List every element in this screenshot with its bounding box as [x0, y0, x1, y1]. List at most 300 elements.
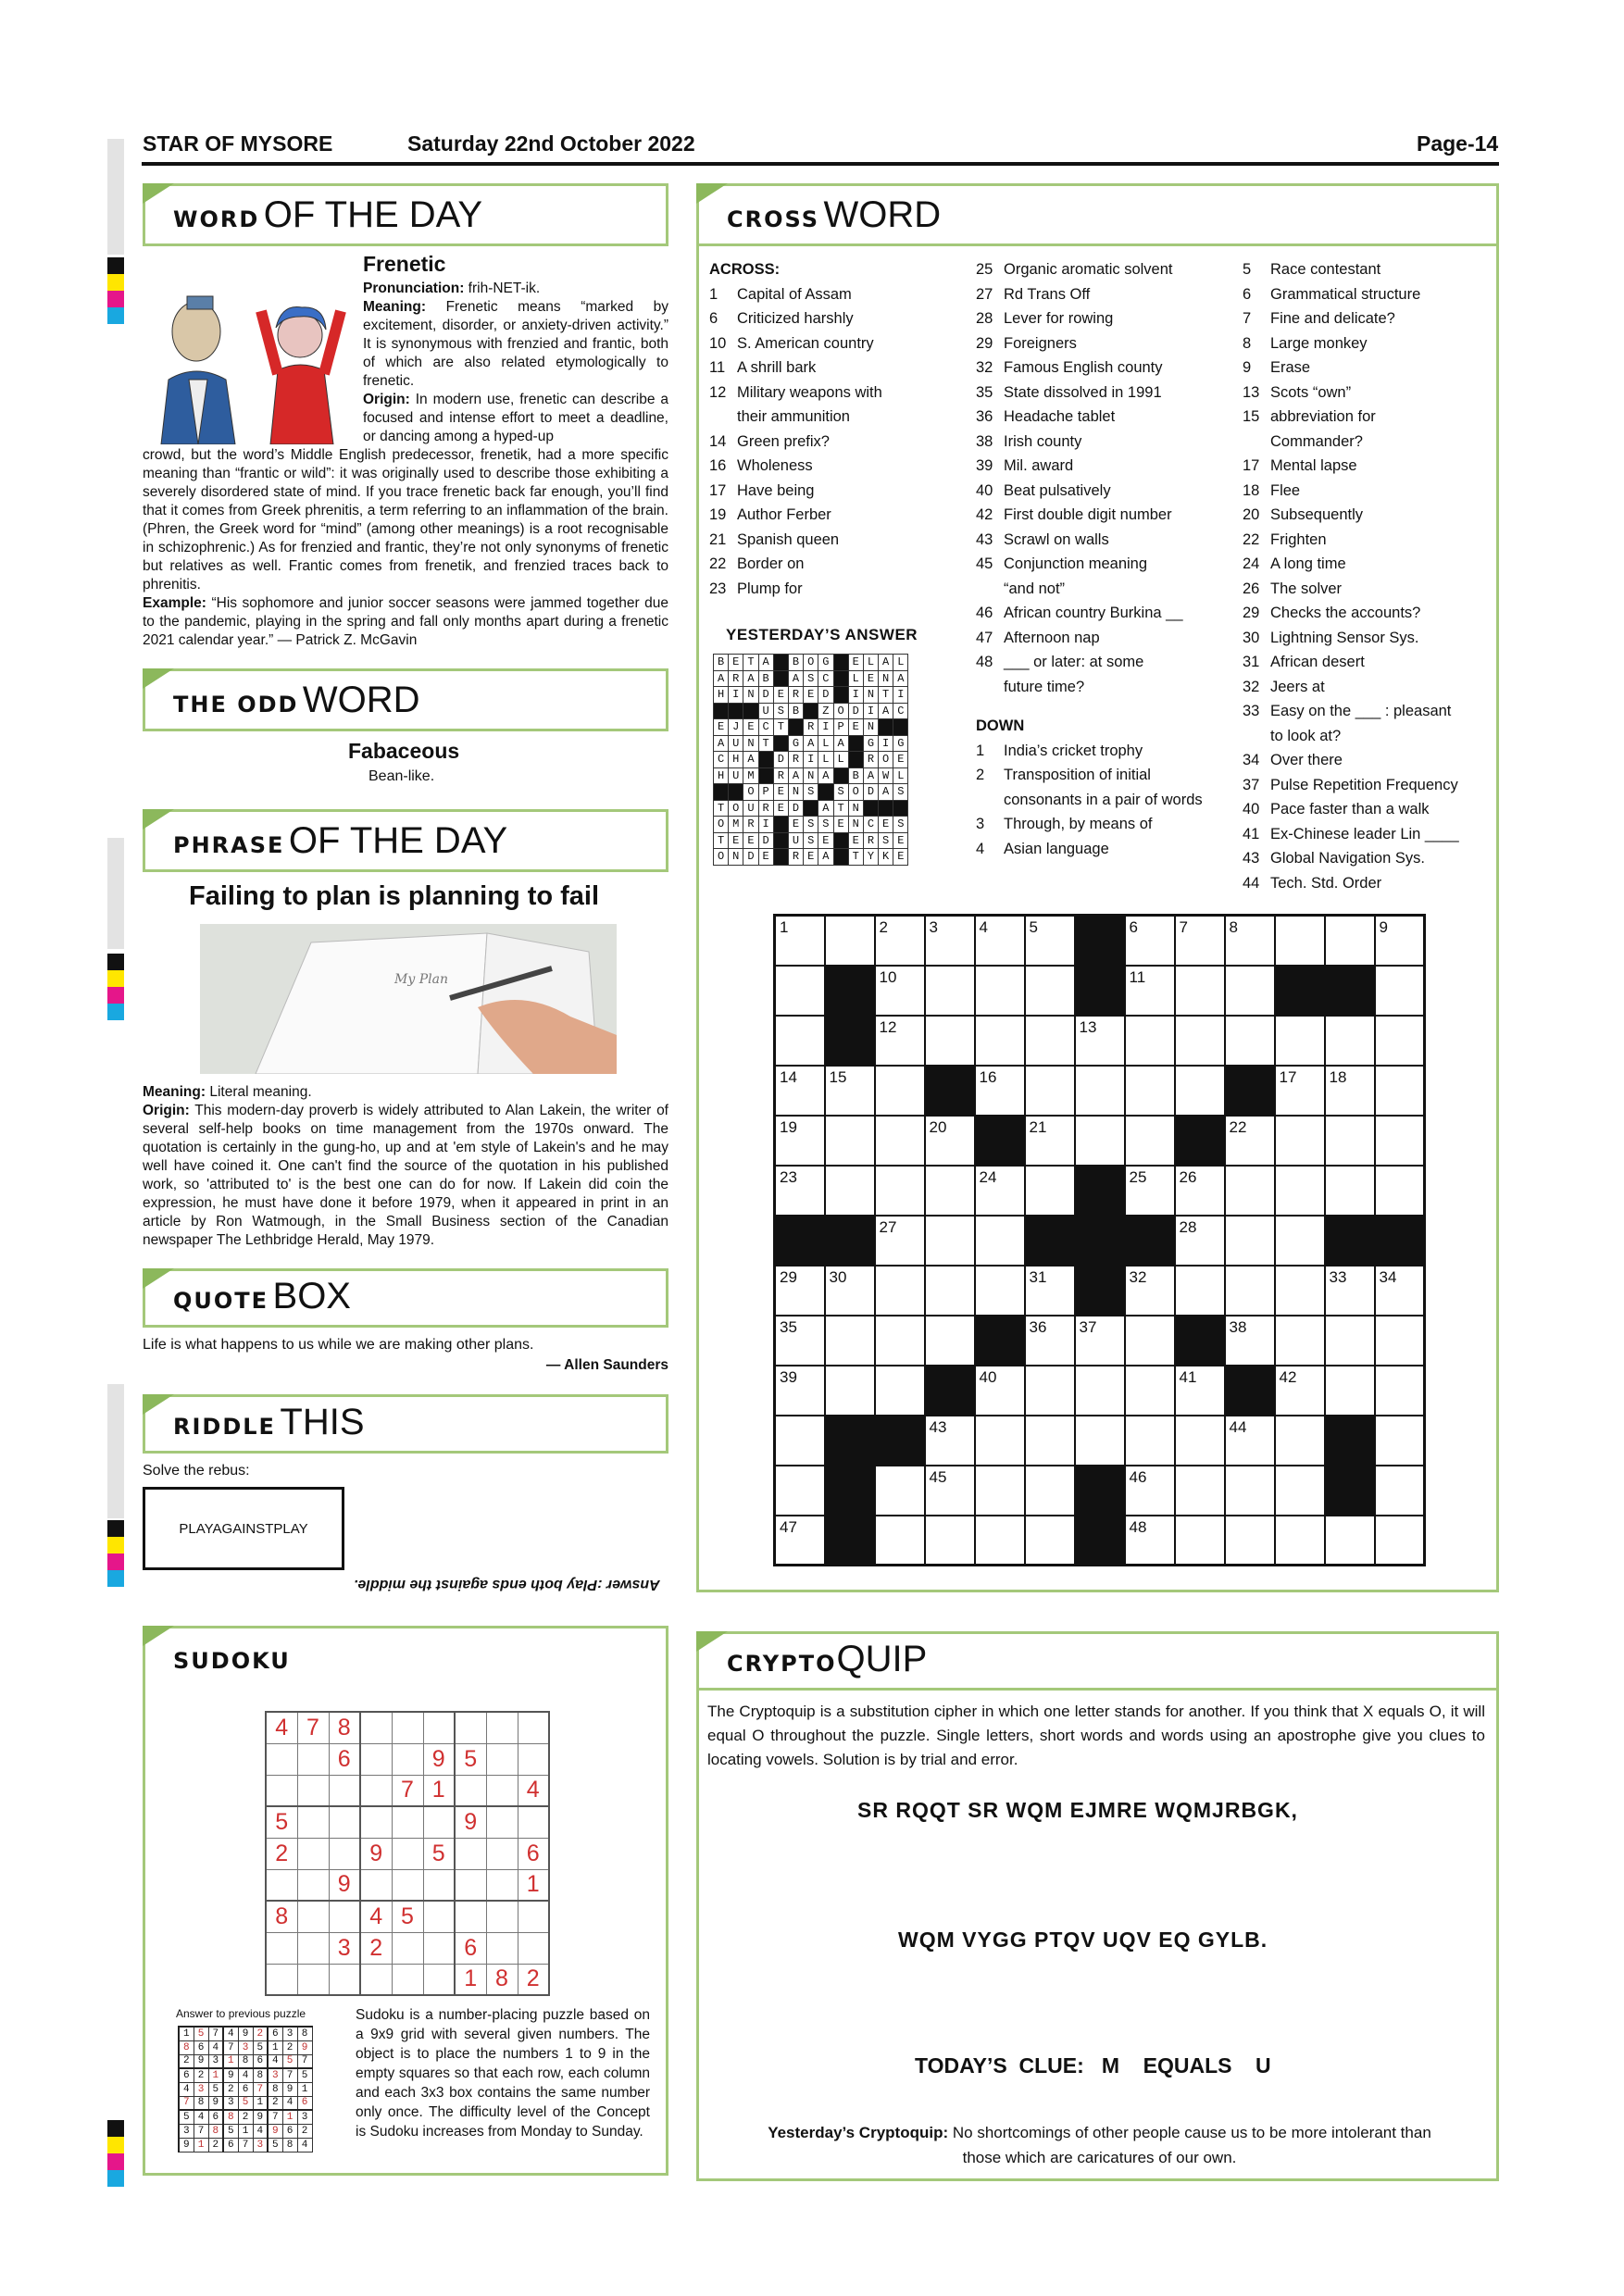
crossword-cell[interactable]	[1025, 1166, 1075, 1216]
crossword-cell[interactable]	[1175, 1466, 1225, 1516]
crossword-cell[interactable]: 16	[975, 1066, 1025, 1116]
sudoku-cell[interactable]	[423, 1964, 455, 1995]
sudoku-cell[interactable]: 4	[518, 1775, 549, 1806]
sudoku-cell[interactable]	[297, 1806, 329, 1838]
crossword-cell[interactable]	[1175, 1516, 1225, 1566]
crossword-black-cell[interactable]	[1075, 966, 1125, 1016]
crossword-cell[interactable]	[775, 966, 825, 1016]
meaning-text: Frenetic means “marked by excitement, disorder, or anxiety-driven activity.” It is synonymous with frenzied and frantic, both of which are also related etymologically to frenetic.	[363, 299, 668, 389]
sudoku-cell[interactable]	[266, 1869, 297, 1901]
crossword-cell[interactable]	[1275, 1466, 1325, 1516]
crossword-cell[interactable]	[975, 1016, 1025, 1066]
crossword-cell[interactable]	[1025, 1466, 1075, 1516]
crossword-cell[interactable]: 34	[1375, 1266, 1425, 1316]
crossword-cell[interactable]	[1375, 1166, 1425, 1216]
sudoku-cell[interactable]	[455, 1838, 486, 1869]
crossword-cell[interactable]	[1275, 1116, 1325, 1166]
sudoku-cell[interactable]	[518, 1743, 549, 1775]
crossword-cell[interactable]	[1075, 1416, 1125, 1466]
sudoku-cell[interactable]	[423, 1932, 455, 1964]
crossword-cell[interactable]	[975, 1516, 1025, 1566]
crossword-cell[interactable]	[1225, 1216, 1275, 1266]
crossword-cell[interactable]: 23	[775, 1166, 825, 1216]
crossword-cell[interactable]	[1325, 1366, 1375, 1416]
crossword-cell[interactable]	[1025, 1066, 1075, 1116]
crossword-cell[interactable]: 3	[925, 916, 975, 966]
crossword-cell[interactable]	[1175, 1066, 1225, 1116]
crossword-cell[interactable]	[825, 1316, 875, 1366]
clue	[976, 812, 1235, 837]
word-of-day-word: Frenetic	[363, 252, 446, 276]
clue	[976, 331, 1235, 356]
crossword-black-cell[interactable]	[875, 1416, 925, 1466]
crossword-cell[interactable]	[1075, 1116, 1125, 1166]
down-clues-col3	[1243, 257, 1493, 895]
crossword-cell[interactable]: 28	[1175, 1216, 1225, 1266]
crossword-cell[interactable]: 32	[1125, 1266, 1175, 1316]
sudoku-cell[interactable]	[518, 1712, 549, 1743]
color-mark-cyan	[107, 307, 124, 324]
crossword-cell[interactable]: 30	[825, 1266, 875, 1316]
sudoku-cell[interactable]: 2	[360, 1932, 392, 1964]
crossword-cell[interactable]	[975, 966, 1025, 1016]
clue-text: Global Navigation Sys.	[1270, 850, 1425, 867]
crossword-cell[interactable]: 48	[1125, 1516, 1175, 1566]
crossword-cell[interactable]: 2	[875, 916, 925, 966]
crossword-cell[interactable]	[1325, 1316, 1375, 1366]
sudoku-cell[interactable]	[297, 1932, 329, 1964]
crossword-cell[interactable]: 9	[1375, 916, 1425, 966]
crossword-cell[interactable]: 33	[1325, 1266, 1375, 1316]
crossword-black-cell[interactable]	[1225, 1366, 1275, 1416]
crossword-cell[interactable]: 40	[975, 1366, 1025, 1416]
sudoku-cell[interactable]	[518, 1806, 549, 1838]
sudoku-cell[interactable]: 6	[329, 1743, 360, 1775]
previous-answer-cell: 4	[179, 2082, 194, 2096]
sudoku-cell[interactable]	[297, 1838, 329, 1869]
crossword-black-cell[interactable]	[825, 1466, 875, 1516]
sudoku-cell[interactable]	[392, 1712, 423, 1743]
crossword-black-cell[interactable]	[1125, 1216, 1175, 1266]
sudoku-cell[interactable]	[266, 1932, 297, 1964]
sudoku-cell[interactable]	[392, 1743, 423, 1775]
crossword-black-cell[interactable]	[1175, 1116, 1225, 1166]
sudoku-cell[interactable]: 5	[423, 1838, 455, 1869]
sudoku-cell[interactable]	[423, 1869, 455, 1901]
yesterday-crossword-answer	[713, 654, 908, 866]
crossword-cell[interactable]: 10	[875, 966, 925, 1016]
crossword-cell[interactable]: 42	[1275, 1366, 1325, 1416]
crossword-cell[interactable]	[825, 1366, 875, 1416]
crossword-cell[interactable]	[1025, 966, 1075, 1016]
previous-answer-cell: 8	[268, 2082, 282, 2096]
crossword-cell[interactable]: 15	[825, 1066, 875, 1116]
cryptoquip-line-1: SR RQQT SR WQM EJMRE WQMJRBGK,	[857, 1798, 1298, 1822]
answer-cell: N	[879, 670, 893, 687]
crossword-cell[interactable]	[1175, 1266, 1225, 1316]
sudoku-cell[interactable]: 4	[360, 1901, 392, 1932]
sudoku-cell[interactable]	[266, 1964, 297, 1995]
crossword-cell[interactable]	[875, 1516, 925, 1566]
crossword-cell[interactable]: 31	[1025, 1266, 1075, 1316]
crossword-cell[interactable]: 25	[1125, 1166, 1175, 1216]
sudoku-cell[interactable]	[392, 1838, 423, 1869]
sudoku-cell[interactable]	[486, 1806, 518, 1838]
sudoku-cell[interactable]	[297, 1869, 329, 1901]
crossword-cell[interactable]: 5	[1025, 916, 1075, 966]
crossword-cell[interactable]	[875, 1366, 925, 1416]
crossword-cell[interactable]	[975, 1266, 1025, 1316]
crossword-cell[interactable]	[875, 1066, 925, 1116]
sudoku-cell[interactable]: 4	[266, 1712, 297, 1743]
crossword-cell[interactable]	[925, 1216, 975, 1266]
crossword-cell[interactable]	[1225, 1166, 1275, 1216]
answer-cell: L	[818, 752, 833, 768]
section-title-small: CRYPTO	[727, 1651, 837, 1677]
crossword-cell[interactable]	[1175, 1016, 1225, 1066]
crossword-black-cell[interactable]	[1375, 1216, 1425, 1266]
answer-cell: U	[729, 735, 743, 752]
sudoku-cell[interactable]: 2	[266, 1838, 297, 1869]
color-mark-cyan	[107, 1570, 124, 1587]
sudoku-cell[interactable]	[297, 1964, 329, 1995]
previous-answer-cell: 2	[282, 2040, 297, 2054]
sudoku-cell[interactable]	[329, 1775, 360, 1806]
crossword-cell[interactable]: 39	[775, 1366, 825, 1416]
crossword-cell[interactable]: 12	[875, 1016, 925, 1066]
crossword-black-cell[interactable]	[975, 1116, 1025, 1166]
crossword-cell[interactable]: 14	[775, 1066, 825, 1116]
sudoku-cell[interactable]	[266, 1743, 297, 1775]
crossword-cell[interactable]	[1375, 1366, 1425, 1416]
answer-cell	[773, 832, 788, 849]
clue	[976, 739, 1235, 764]
sudoku-cell[interactable]	[392, 1869, 423, 1901]
crossword-cell[interactable]: 46	[1125, 1466, 1175, 1516]
crossword-cell[interactable]	[1075, 1366, 1125, 1416]
answer-cell: T	[714, 800, 729, 817]
masthead-rule	[142, 162, 1499, 166]
sudoku-cell[interactable]	[518, 1932, 549, 1964]
crossword-cell[interactable]	[1175, 1416, 1225, 1466]
crossword-black-cell[interactable]	[1025, 1216, 1075, 1266]
crossword-cell[interactable]	[975, 1216, 1025, 1266]
answer-cell: A	[758, 655, 773, 671]
crossword-cell[interactable]	[1375, 966, 1425, 1016]
sudoku-cell[interactable]	[455, 1775, 486, 1806]
crossword-cell[interactable]: 29	[775, 1266, 825, 1316]
crossword-cell[interactable]	[1325, 916, 1375, 966]
sudoku-cell[interactable]: 6	[518, 1838, 549, 1869]
crossword-black-cell[interactable]	[1075, 1166, 1125, 1216]
clue-text: Ex-Chinese leader Lin ____	[1270, 825, 1459, 842]
label: Origin:	[363, 392, 410, 407]
crossword-cell[interactable]	[925, 1016, 975, 1066]
crossword-black-cell[interactable]	[1075, 1466, 1125, 1516]
clue-number: 37	[1243, 776, 1260, 793]
crossword-black-cell[interactable]	[825, 1516, 875, 1566]
crossword-cell[interactable]	[775, 1416, 825, 1466]
sudoku-cell[interactable]	[486, 1712, 518, 1743]
crossword-cell[interactable]	[1275, 1216, 1325, 1266]
crossword-cell[interactable]	[1025, 1366, 1075, 1416]
answer-cell: E	[758, 849, 773, 866]
answer-cell: R	[729, 670, 743, 687]
crossword-black-cell[interactable]	[825, 1016, 875, 1066]
crossword-cell[interactable]	[875, 1166, 925, 1216]
previous-answer-cell: 1	[179, 2027, 194, 2040]
crossword-cell[interactable]	[825, 916, 875, 966]
crossword-cell[interactable]	[925, 1166, 975, 1216]
crossword-cell[interactable]	[925, 966, 975, 1016]
crossword-cell[interactable]: 47	[775, 1516, 825, 1566]
sudoku-cell[interactable]: 5	[266, 1806, 297, 1838]
crossword-cell[interactable]	[775, 1466, 825, 1516]
crossword-cell[interactable]	[1325, 1516, 1375, 1566]
crossword-black-cell[interactable]	[1325, 1216, 1375, 1266]
crossword-black-cell[interactable]	[1175, 1316, 1225, 1366]
crossword-black-cell[interactable]	[1075, 916, 1125, 966]
sudoku-cell[interactable]: 9	[360, 1838, 392, 1869]
crossword-black-cell[interactable]	[1325, 1466, 1375, 1516]
sudoku-cell[interactable]	[297, 1743, 329, 1775]
crossword-cell[interactable]	[1375, 1116, 1425, 1166]
crossword-cell[interactable]	[1325, 1166, 1375, 1216]
previous-answer-cell: 3	[179, 2124, 194, 2138]
sudoku-cell[interactable]	[518, 1901, 549, 1932]
crossword-cell[interactable]: 6	[1125, 916, 1175, 966]
crossword-cell[interactable]	[1375, 1016, 1425, 1066]
crossword-cell[interactable]	[1025, 1016, 1075, 1066]
crossword-cell[interactable]	[1125, 1066, 1175, 1116]
crossword-cell[interactable]: 27	[875, 1216, 925, 1266]
clue	[1243, 479, 1493, 504]
crossword-cell[interactable]	[1225, 966, 1275, 1016]
sudoku-cell[interactable]: 9	[423, 1743, 455, 1775]
crossword-black-cell[interactable]	[1075, 1216, 1125, 1266]
sudoku-cell[interactable]	[486, 1743, 518, 1775]
sudoku-cell[interactable]	[360, 1743, 392, 1775]
crossword-cell[interactable]	[925, 1266, 975, 1316]
sudoku-cell[interactable]	[297, 1775, 329, 1806]
crossword-cell[interactable]: 26	[1175, 1166, 1225, 1216]
crossword-cell[interactable]	[1025, 1516, 1075, 1566]
sudoku-cell[interactable]	[329, 1901, 360, 1932]
crossword-cell[interactable]	[825, 1116, 875, 1166]
sudoku-cell[interactable]	[360, 1712, 392, 1743]
crossword-cell[interactable]	[1275, 1166, 1325, 1216]
sudoku-cell[interactable]	[297, 1901, 329, 1932]
sudoku-cell[interactable]	[423, 1806, 455, 1838]
sudoku-cell[interactable]: 1	[518, 1869, 549, 1901]
clue	[1243, 773, 1493, 798]
sudoku-cell[interactable]	[360, 1964, 392, 1995]
crossword-cell[interactable]: 36	[1025, 1316, 1075, 1366]
sudoku-cell[interactable]: 3	[329, 1932, 360, 1964]
crossword-black-cell[interactable]	[825, 1416, 875, 1466]
sudoku-cell[interactable]	[360, 1869, 392, 1901]
crossword-cell[interactable]	[1325, 1116, 1375, 1166]
sudoku-cell[interactable]	[486, 1869, 518, 1901]
answer-cell: D	[863, 784, 878, 801]
crossword-black-cell[interactable]	[925, 1366, 975, 1416]
crossword-cell[interactable]	[1275, 1416, 1325, 1466]
crossword-cell[interactable]: 35	[775, 1316, 825, 1366]
sudoku-cell[interactable]	[455, 1901, 486, 1932]
sudoku-cell[interactable]: 6	[455, 1932, 486, 1964]
crossword-cell[interactable]: 45	[925, 1466, 975, 1516]
sudoku-cell[interactable]: 1	[423, 1775, 455, 1806]
sudoku-cell[interactable]	[455, 1869, 486, 1901]
crossword-cell[interactable]	[975, 1466, 1025, 1516]
crossword-cell[interactable]	[825, 1166, 875, 1216]
crossword-cell[interactable]: 41	[1175, 1366, 1225, 1416]
crossword-black-cell[interactable]	[1075, 1266, 1125, 1316]
crossword-cell[interactable]	[1125, 1016, 1175, 1066]
crossword-cell[interactable]	[925, 1516, 975, 1566]
sudoku-cell[interactable]: 7	[297, 1712, 329, 1743]
crossword-cell[interactable]: 7	[1175, 916, 1225, 966]
crossword-cell[interactable]	[1125, 1316, 1175, 1366]
sudoku-cell[interactable]	[329, 1806, 360, 1838]
sudoku-cell[interactable]	[423, 1712, 455, 1743]
crossword-black-cell[interactable]	[1325, 1416, 1375, 1466]
crossword-cell[interactable]	[1225, 1016, 1275, 1066]
clue-number: 6	[1243, 285, 1252, 303]
crossword-cell[interactable]	[875, 1266, 925, 1316]
crossword-cell[interactable]: 11	[1125, 966, 1175, 1016]
crossword-cell[interactable]: 4	[975, 916, 1025, 966]
crossword-black-cell[interactable]	[1325, 966, 1375, 1016]
sudoku-cell[interactable]	[486, 1775, 518, 1806]
crossword-cell[interactable]	[975, 1416, 1025, 1466]
crossword-cell[interactable]	[1375, 1316, 1425, 1366]
crossword-cell[interactable]: 19	[775, 1116, 825, 1166]
crossword-black-cell[interactable]	[825, 1216, 875, 1266]
sudoku-cell[interactable]: 8	[486, 1964, 518, 1995]
crossword-cell[interactable]	[1225, 1266, 1275, 1316]
sudoku-cell[interactable]	[455, 1712, 486, 1743]
sudoku-cell[interactable]: 7	[392, 1775, 423, 1806]
crossword-cell[interactable]	[1025, 1416, 1075, 1466]
crossword-cell[interactable]	[1125, 1116, 1175, 1166]
answer-cell: D	[743, 849, 758, 866]
answer-cell: S	[804, 784, 818, 801]
crossword-black-cell[interactable]	[925, 1066, 975, 1116]
answer-cell: D	[758, 687, 773, 704]
crossword-cell[interactable]: 37	[1075, 1316, 1125, 1366]
crossword-cell[interactable]: 8	[1225, 916, 1275, 966]
crossword-cell[interactable]	[1325, 1016, 1375, 1066]
sudoku-cell[interactable]	[266, 1775, 297, 1806]
sudoku-cell[interactable]	[360, 1806, 392, 1838]
crossword-cell[interactable]	[925, 1316, 975, 1366]
crossword-cell[interactable]: 43	[925, 1416, 975, 1466]
sudoku-cell[interactable]: 1	[455, 1964, 486, 1995]
crossword-cell[interactable]	[1075, 1066, 1125, 1116]
clue-number: 2	[976, 767, 985, 783]
sudoku-cell[interactable]	[329, 1964, 360, 1995]
crossword-black-cell[interactable]	[1275, 966, 1325, 1016]
sudoku-cell[interactable]	[486, 1838, 518, 1869]
sudoku-cell[interactable]: 8	[329, 1712, 360, 1743]
sudoku-cell[interactable]	[423, 1901, 455, 1932]
answer-cell: N	[863, 719, 878, 736]
crossword-cell[interactable]	[1275, 1266, 1325, 1316]
sudoku-cell[interactable]	[392, 1964, 423, 1995]
crossword-cell[interactable]	[1225, 1466, 1275, 1516]
crossword-black-cell[interactable]	[1075, 1516, 1125, 1566]
crossword-cell[interactable]	[1275, 1516, 1325, 1566]
clue-number: 18	[1243, 481, 1260, 499]
answer-cell	[714, 703, 729, 719]
crossword-cell[interactable]	[1275, 1016, 1325, 1066]
crossword-cell[interactable]: 38	[1225, 1316, 1275, 1366]
sudoku-cell[interactable]: 5	[392, 1901, 423, 1932]
crossword-black-cell[interactable]	[1225, 1066, 1275, 1116]
crossword-cell[interactable]: 1	[775, 916, 825, 966]
crossword-cell[interactable]	[1125, 1366, 1175, 1416]
sudoku-cell[interactable]: 8	[266, 1901, 297, 1932]
sudoku-cell[interactable]	[360, 1775, 392, 1806]
crossword-black-cell[interactable]	[975, 1316, 1025, 1366]
crossword-cell[interactable]: 20	[925, 1116, 975, 1166]
crossword-cell[interactable]	[875, 1466, 925, 1516]
sudoku-cell[interactable]	[329, 1838, 360, 1869]
crossword-cell[interactable]	[1275, 1316, 1325, 1366]
sudoku-cell[interactable]	[392, 1932, 423, 1964]
crossword-cell[interactable]	[1275, 916, 1325, 966]
crossword-cell[interactable]	[1175, 966, 1225, 1016]
crossword-cell[interactable]	[875, 1316, 925, 1366]
crossword-cell[interactable]	[1225, 1516, 1275, 1566]
sudoku-cell[interactable]: 5	[455, 1743, 486, 1775]
crossword-cell[interactable]: 44	[1225, 1416, 1275, 1466]
crossword-cell[interactable]	[875, 1116, 925, 1166]
crossword-cell[interactable]: 13	[1075, 1016, 1125, 1066]
crossword-cell[interactable]: 24	[975, 1166, 1025, 1216]
sudoku-cell[interactable]: 9	[455, 1806, 486, 1838]
cryptoquip-clue: TODAY’S CLUE: M EQUALS U	[915, 2053, 1271, 2078]
previous-answer-cell: 2	[297, 2124, 312, 2138]
clue-number: 17	[709, 481, 727, 499]
sudoku-cell[interactable]	[392, 1806, 423, 1838]
crossword-cell[interactable]: 22	[1225, 1116, 1275, 1166]
crossword-cell[interactable]	[1125, 1416, 1175, 1466]
crossword-cell[interactable]	[1375, 1066, 1425, 1116]
previous-answer-cell: 7	[208, 2027, 223, 2040]
crossword-black-cell[interactable]	[775, 1216, 825, 1266]
sudoku-cell[interactable]	[486, 1901, 518, 1932]
clue-text: Beat pulsatively	[1004, 481, 1111, 499]
crossword-cell[interactable]: 17	[1275, 1066, 1325, 1116]
sudoku-cell[interactable]: 9	[329, 1869, 360, 1901]
sudoku-grid	[265, 1711, 550, 1996]
crossword-black-cell[interactable]	[825, 966, 875, 1016]
clue	[1243, 748, 1493, 773]
crossword-cell[interactable]	[1375, 1416, 1425, 1466]
clue-text: Through, by means of	[1004, 816, 1153, 832]
crossword-cell[interactable]: 21	[1025, 1116, 1075, 1166]
crossword-cell[interactable]	[1375, 1466, 1425, 1516]
sudoku-cell[interactable]: 2	[518, 1964, 549, 1995]
answer-cell: E	[773, 784, 788, 801]
crossword-cell[interactable]	[775, 1016, 825, 1066]
sudoku-cell[interactable]	[486, 1932, 518, 1964]
clue	[1243, 577, 1493, 602]
crossword-cell[interactable]	[1375, 1516, 1425, 1566]
crossword-cell[interactable]: 18	[1325, 1066, 1375, 1116]
